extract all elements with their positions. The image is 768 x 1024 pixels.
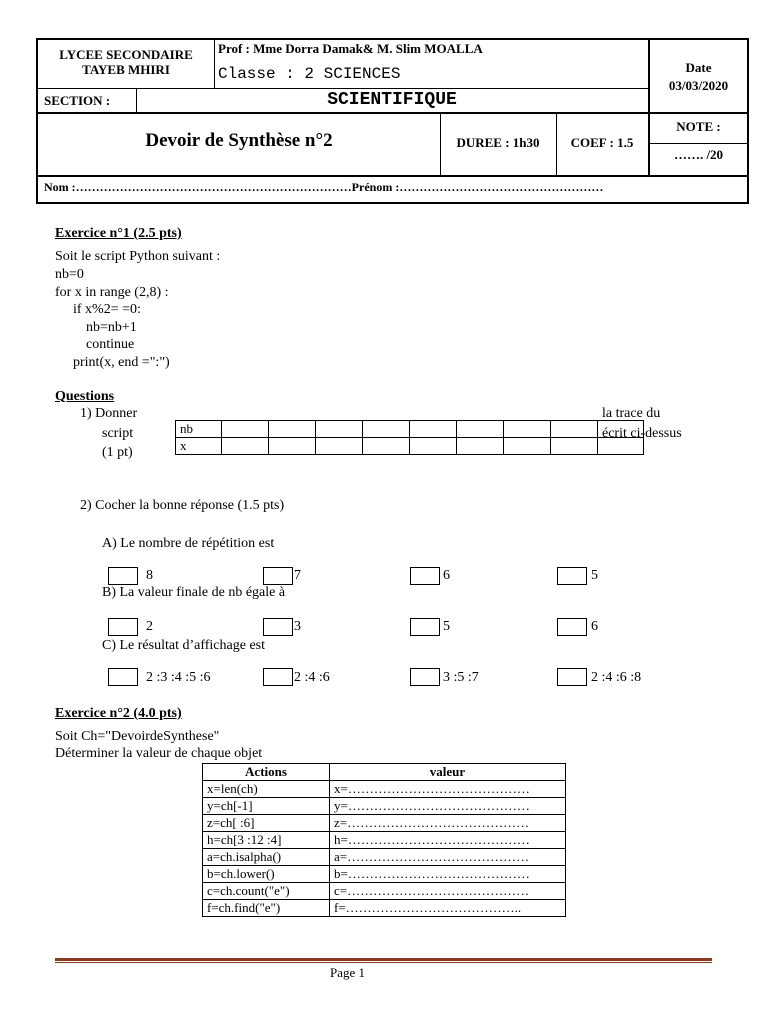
trace-cell[interactable] [222, 421, 269, 438]
option-label: 2 :3 :4 :5 :6 [146, 670, 211, 685]
table-row [203, 815, 566, 832]
exam-header [36, 38, 749, 204]
divider [648, 143, 747, 144]
q1-points: (1 pt) [102, 445, 133, 460]
ex1-intro: Soit le script Python suivant : [55, 249, 221, 264]
checkbox[interactable] [108, 618, 138, 636]
value-cell[interactable]: x=…………………………………… [330, 781, 566, 798]
trace-table [175, 420, 644, 455]
action-cell: z=ch[ :6] [203, 815, 330, 832]
trace-cell[interactable] [457, 421, 504, 438]
action-cell: x=len(ch) [203, 781, 330, 798]
trace-cell[interactable] [410, 438, 457, 455]
checkbox[interactable] [263, 618, 293, 636]
option-label: 3 [294, 619, 301, 634]
action-cell: b=ch.lower() [203, 866, 330, 883]
table-row [203, 832, 566, 849]
trace-cell[interactable] [598, 438, 644, 455]
value-cell[interactable]: y=…………………………………… [330, 798, 566, 815]
table-header-row [203, 764, 566, 781]
row-label: nb [176, 421, 222, 438]
option-label: 7 [294, 568, 301, 583]
nom-field[interactable]: Nom :…………………………………………………………… [44, 180, 352, 194]
footer-rule-thin [55, 962, 712, 963]
value-cell[interactable]: c=…………………………………… [330, 883, 566, 900]
divider [38, 112, 747, 114]
checkbox[interactable] [410, 567, 440, 585]
col-valeur: valeur [330, 764, 566, 781]
divider [38, 88, 648, 89]
note-value: ……. /20 [673, 147, 724, 162]
questions-title: Questions [55, 389, 115, 404]
action-cell: a=ch.isalpha() [203, 849, 330, 866]
footer-rule [55, 958, 712, 961]
table-row [203, 883, 566, 900]
trace-cell[interactable] [363, 438, 410, 455]
checkbox[interactable] [108, 668, 138, 686]
action-cell: f=ch.find("e") [203, 900, 330, 917]
trace-cell[interactable] [598, 421, 644, 438]
trace-cell[interactable] [504, 421, 551, 438]
ex2-title: Exercice n°2 (4.0 pts) [55, 706, 182, 721]
trace-cell[interactable] [316, 438, 363, 455]
table-row [176, 438, 644, 455]
value-cell[interactable]: z=…………………………………… [330, 815, 566, 832]
trace-cell[interactable] [363, 421, 410, 438]
q1-text: la trace du [602, 406, 661, 421]
qa-text: A) Le nombre de répétition est [102, 536, 275, 551]
trace-cell[interactable] [316, 421, 363, 438]
note-label: NOTE : [676, 119, 721, 134]
col-actions: Actions [203, 764, 330, 781]
ex1-title: Exercice n°1 (2.5 pts) [55, 226, 182, 241]
trace-cell[interactable] [504, 438, 551, 455]
option-label: 2 [146, 619, 153, 634]
code-line: if x%2= =0: [73, 302, 141, 317]
action-cell: y=ch[-1] [203, 798, 330, 815]
table-row [203, 798, 566, 815]
trace-cell[interactable] [551, 421, 598, 438]
option-label: 5 [443, 619, 450, 634]
actions-table [202, 763, 566, 917]
value-cell[interactable]: h=…………………………………… [330, 832, 566, 849]
trace-cell[interactable] [410, 421, 457, 438]
q1-text: 1) Donner [80, 406, 138, 421]
classe: Classe : 2 SCIENCES [218, 65, 401, 83]
checkbox[interactable] [410, 668, 440, 686]
table-row [203, 781, 566, 798]
checkbox[interactable] [557, 618, 587, 636]
date-label: Date [685, 60, 712, 75]
table-row [176, 421, 644, 438]
action-cell: h=ch[3 :12 :4] [203, 832, 330, 849]
checkbox[interactable] [263, 567, 293, 585]
ex2-intro: Soit Ch="DevoirdeSynthese" [55, 729, 220, 744]
code-line: for x in range (2,8) : [55, 285, 169, 300]
trace-cell[interactable] [551, 438, 598, 455]
trace-cell[interactable] [457, 438, 504, 455]
q1-text: script [102, 426, 134, 441]
row-label: x [176, 438, 222, 455]
option-label: 8 [146, 568, 153, 583]
school-name [38, 47, 214, 77]
prenom-field[interactable]: Prénom :…………………………………………… [351, 180, 604, 194]
trace-cell[interactable] [269, 438, 316, 455]
divider [38, 175, 747, 177]
option-label: 6 [443, 568, 450, 583]
option-label: 5 [591, 568, 598, 583]
checkbox[interactable] [108, 567, 138, 585]
code-line: nb=0 [55, 267, 84, 282]
trace-cell[interactable] [222, 438, 269, 455]
q1-text: écrit ci-dessus [602, 426, 682, 441]
date-block [650, 59, 747, 95]
table-row [203, 900, 566, 917]
school-line2: TAYEB MHIRI [82, 62, 170, 77]
coef: COEF : 1.5 [570, 135, 634, 150]
duree: DUREE : 1h30 [456, 135, 540, 150]
option-label: 3 :5 :7 [443, 670, 479, 685]
q2-text: 2) Cocher la bonne réponse (1.5 pts) [80, 498, 285, 513]
option-label: 2 :4 :6 [294, 670, 330, 685]
checkbox[interactable] [557, 668, 587, 686]
qc-text: C) Le résultat d’affichage est [102, 638, 266, 653]
section-value: SCIENTIFIQUE [327, 90, 457, 110]
checkbox[interactable] [557, 567, 587, 585]
code-line: nb=nb+1 [86, 320, 137, 335]
qb-text: B) La valeur finale de nb égale à [102, 585, 286, 600]
section-label: SECTION : [44, 93, 111, 108]
value-cell[interactable]: a=…………………………………… [330, 849, 566, 866]
code-line: print(x, end =":") [73, 355, 170, 370]
checkbox[interactable] [410, 618, 440, 636]
ex2-instruction: Déterminer la valeur de chaque objet [55, 746, 263, 761]
code-line: continue [86, 337, 135, 352]
table-row [203, 849, 566, 866]
checkbox[interactable] [263, 668, 293, 686]
date-value: 03/03/2020 [668, 78, 729, 93]
table-row [203, 866, 566, 883]
prof-name: Prof : Mme Dorra Damak& M. Slim MOALLA [218, 41, 483, 56]
school-line1: LYCEE SECONDAIRE [59, 47, 193, 62]
value-cell[interactable]: f=………………………………….. [330, 900, 566, 917]
page-number: Page 1 [329, 965, 366, 980]
trace-cell[interactable] [269, 421, 316, 438]
exam-title: Devoir de Synthèse n°2 [145, 130, 333, 151]
action-cell: c=ch.count("e") [203, 883, 330, 900]
name-fields [44, 180, 603, 195]
option-label: 2 :4 :6 :8 [591, 670, 642, 685]
value-cell[interactable]: b=…………………………………… [330, 866, 566, 883]
option-label: 6 [591, 619, 598, 634]
divider [214, 40, 215, 88]
